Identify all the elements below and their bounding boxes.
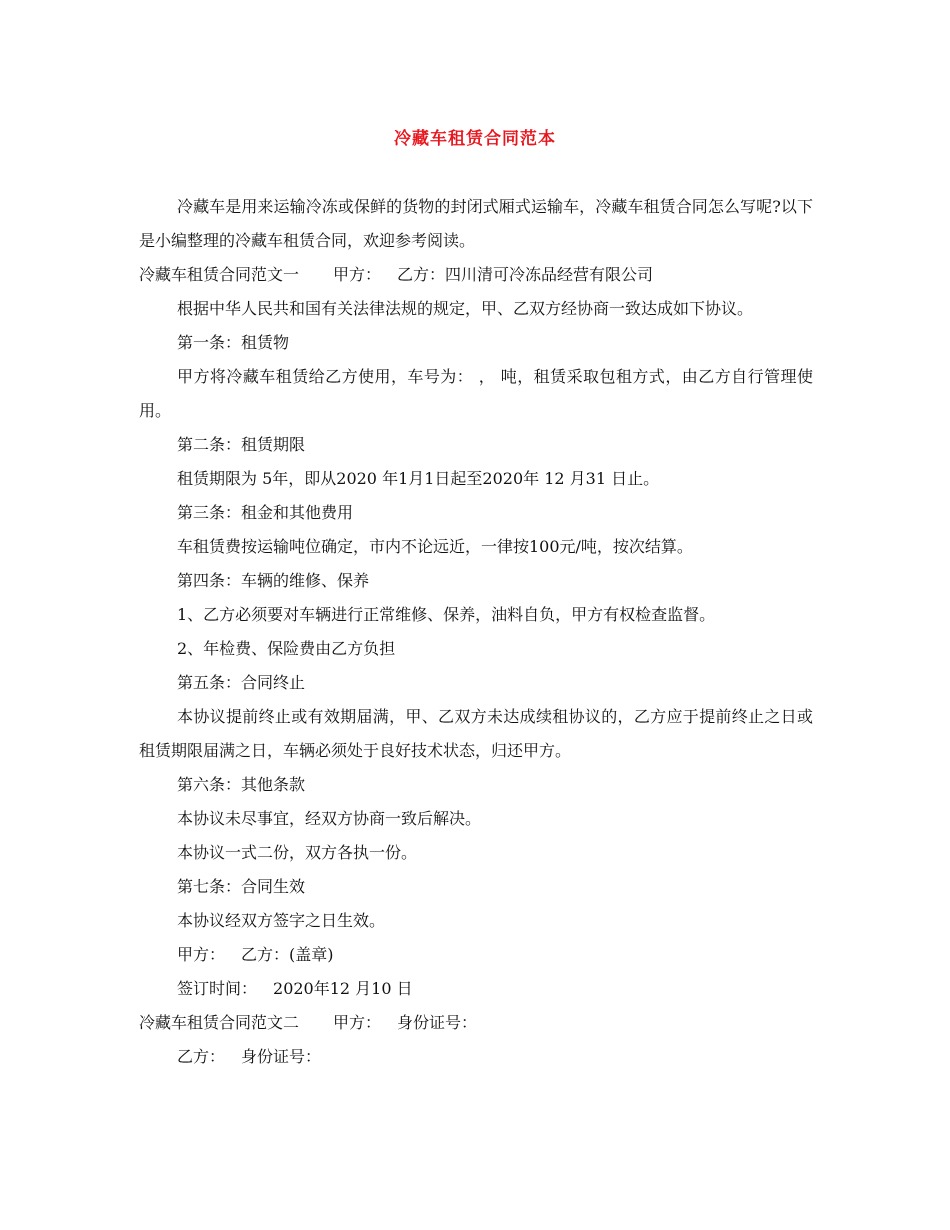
contract2-party-b-id: 身份证号：	[241, 1047, 322, 1066]
article-2-title: 第二条：租赁期限	[177, 435, 306, 454]
article-5-text: 本协议提前终止或有效期届满，甲、乙双方未达成续租协议的，乙方应于提前终止之日或租赁期限届满之日，车辆必须处于良好技术状态，归还甲方。	[139, 707, 813, 760]
signing-date-label: 签订时间：	[177, 979, 258, 998]
signature-line	[139, 938, 813, 972]
contract2-party-a: 甲方：	[333, 1013, 382, 1032]
contract1-party-a: 甲方：	[333, 265, 382, 284]
article-6-text-2: 本协议一式二份，双方各执一份。	[177, 843, 418, 862]
contract2-party-a-id: 身份证号：	[397, 1013, 478, 1032]
document-body	[139, 190, 813, 1074]
signature-party-b: 乙方：(盖章)	[241, 945, 334, 964]
contract1-heading: 冷藏车租赁合同范文一	[139, 265, 300, 284]
article-1-text: 甲方将冷藏车租赁给乙方使用，车号为： ， 吨，租赁采取包租方式，由乙方自行管理使用。	[139, 367, 813, 420]
signing-date-line	[139, 972, 813, 1006]
intro-paragraph: 冷藏车是用来运输冷冻或保鲜的货物的封闭式厢式运输车，冷藏车租赁合同怎么写呢?以下是小编整理的冷藏车租赁合同，欢迎参考阅读。	[139, 197, 813, 250]
contract2-party-b: 乙方：	[177, 1047, 226, 1066]
signing-date: 2020年12 月10 日	[273, 979, 413, 998]
article-1-title: 第一条：租赁物	[177, 333, 290, 352]
article-6-title: 第六条：其他条款	[177, 775, 306, 794]
document-title: 冷藏车租赁合同范本	[394, 129, 556, 149]
article-4-item-1: 1、乙方必须要对车辆进行正常维修、保养，油料自负，甲方有权检查监督。	[177, 605, 716, 624]
article-4-title: 第四条：车辆的维修、保养	[177, 571, 370, 590]
article-6-text-1: 本协议未尽事宜，经双方协商一致后解决。	[177, 809, 482, 828]
contract2-heading-line	[139, 1006, 813, 1040]
contract2-heading: 冷藏车租赁合同范文二	[139, 1013, 300, 1032]
article-4-item-2: 2、年检费、保险费由乙方负担	[177, 639, 396, 658]
signature-party-a: 甲方：	[177, 945, 226, 964]
contract1-heading-line	[139, 258, 813, 292]
article-3-title: 第三条：租金和其他费用	[177, 503, 354, 522]
article-5-title: 第五条：合同终止	[177, 673, 306, 692]
contract1-preamble: 根据中华人民共和国有关法律法规的规定，甲、乙双方经协商一致达成如下协议。	[177, 299, 754, 318]
article-3-text: 车租赁费按运输吨位确定，市内不论远近，一律按100元/吨，按次结算。	[177, 537, 693, 556]
article-7-title: 第七条：合同生效	[177, 877, 306, 896]
article-2-text: 租赁期限为 5年，即从2020 年1月1日起至2020年 12 月31 日止。	[177, 469, 660, 488]
contract1-party-b: 乙方：四川清可冷冻品经营有限公司	[397, 265, 654, 284]
contract2-party-b-line	[139, 1040, 813, 1074]
article-7-text: 本协议经双方签字之日生效。	[177, 911, 386, 930]
